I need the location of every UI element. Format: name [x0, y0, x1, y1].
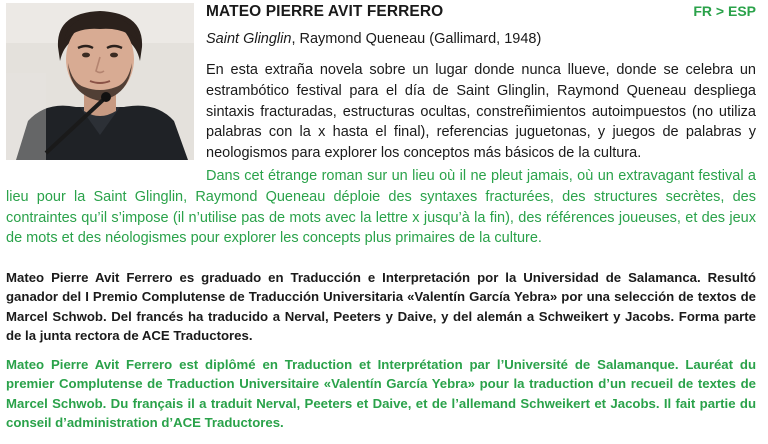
translator-bio-french: Mateo Pierre Avit Ferrero est diplômé en Traduction et Interprétation par l’Université de Salamanque. Lauréat du premier Complutense de Traduction Universitaire «Valentín García Yebra» pour la traduction d’un recueil de textes de Marcel Schwob. Du français il a traduit Nerval, Peeters et Daive, et de l’allemand Schweikert et Jacobs. Il fait partie du conseil d’administration d’ACE Traductores.: [6, 357, 756, 431]
book-description-spanish: En esta extraña novela sobre un lugar donde nunca llueve, donde se celebra un estrambótico festival para el día de Saint Glinglin, Raymond Queneau despliega sintaxis fracturadas, estructuras ocultas, constreñimientos autoimpuestos (no utiliza palabras con la x hasta el final), referencias juguetonas, y juegos de palabras y neologismos para explorer los conceptos más básicos de la cultura.: [206, 62, 756, 162]
translator-bio-spanish: Mateo Pierre Avit Ferrero es graduado en Traducción e Interpretación por la Universidad de Salamanca. Resultó ganador del I Premio Complutense de Traducción Universitaria «Valentín García Yebra» por una selección de textos de Marcel Schwob. Del francés ha traducido a Nerval, Peeters y Daive, y del alemán a Schweikert y Jacobs. Forma parte de la junta rectora de ACE Traductores.: [6, 270, 756, 344]
book-author-publisher: , Raymond Queneau (Gallimard, 1948): [291, 31, 542, 47]
book-title: Saint Glinglin: [206, 31, 292, 47]
book-description-french: Dans cet étrange roman sur un lieu où il ne pleut jamais, où un extravagant festival a lieu pour la Saint Glinglin, Raymond Queneau déploie des syntaxes fracturées, des structures secrètes, des contraintes qu’il s’impose (il n’utilise pas de mots avec la lettre x jusqu’à la fin), des références joueuses, et des jeux de mots et des néologismes pour explorer les concepts plus primaires de la culture.: [6, 168, 756, 247]
translator-name: MATEO PIERRE AVIT FERRERO: [206, 3, 444, 20]
book-reference: [206, 31, 541, 47]
translator-photo: [6, 3, 194, 160]
portrait-image: [6, 3, 194, 160]
language-pair-label: FR > ESP: [693, 3, 756, 19]
